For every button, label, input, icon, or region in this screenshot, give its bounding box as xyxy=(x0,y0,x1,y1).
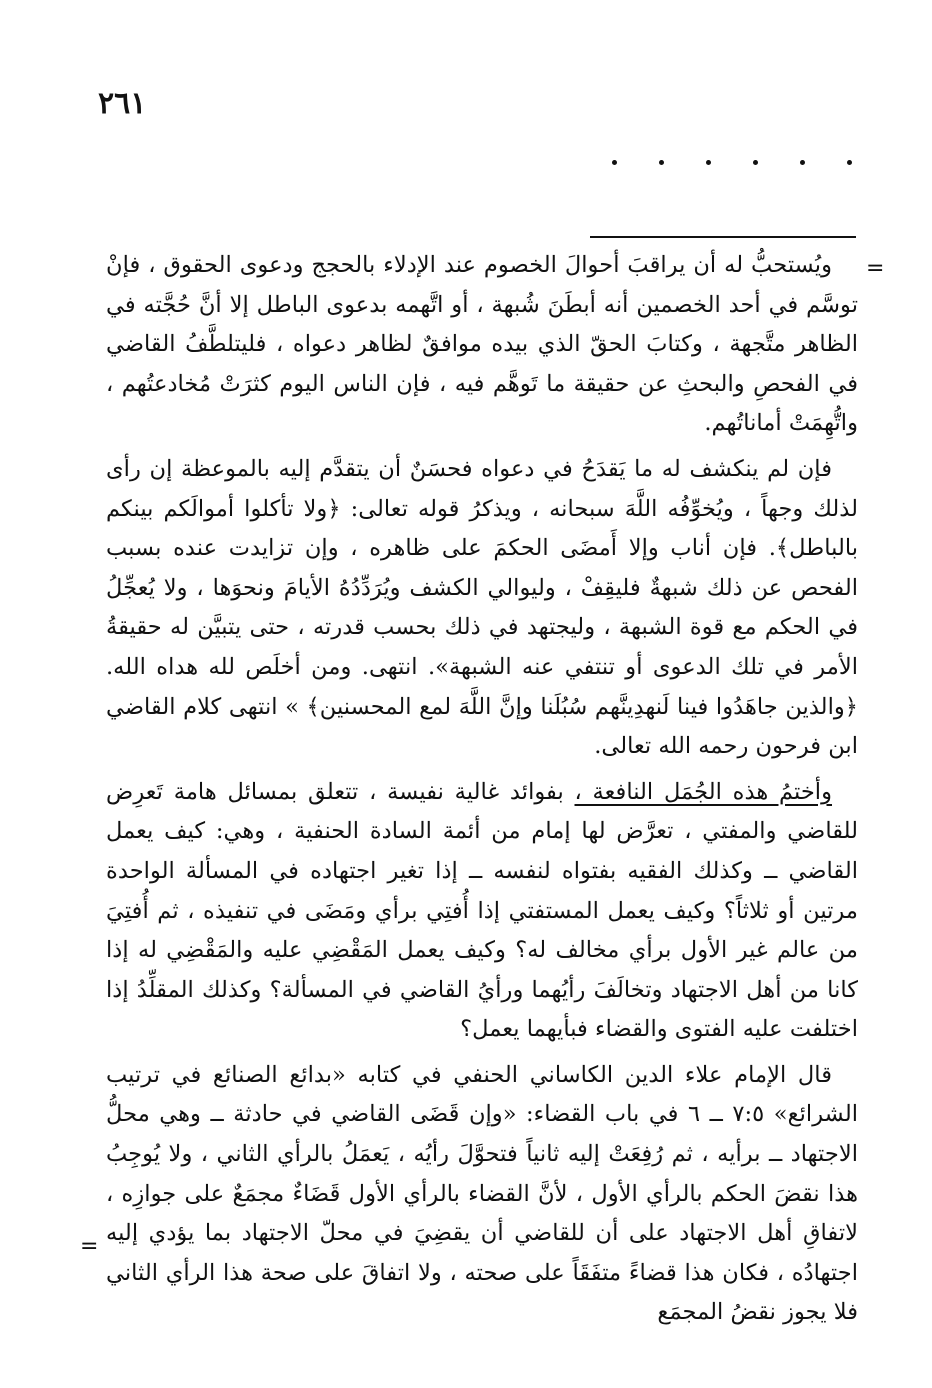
dot xyxy=(612,160,617,165)
paragraph: ويُستحبُّ له أن يراقبَ أحوالَ الخصوم عند الإدلاء بالحجج ودعوى الحقوق ، فإنْ توسَّم في أحد الخصمين أنه أبطَنَ شُبهة ، أو اتَّهمه بدعوى الباطل إلا أنَّ حُجَّته في الظاهر متَّجهة ، وكتابَ الحقّ الذي بيده موافقٌ لظاهر دعواه ، فليتلطَّفُ القاضي في الفحصِ والبحثِ عن حقيقة ما تَوهَّم فيه ، فإن الناس اليوم كثرَتْ مُخادعتُهم ، واتُّهِمَتْ أماناتُهم. xyxy=(106,252,858,437)
dot xyxy=(847,160,852,165)
paragraph: فإن لم ينكشف له ما يَقدَحُ في دعواه فحسَنٌ أن يتقدَّم إليه بالموعظة إن رأى لذلك وجهاً ، ويُخوِّفُه اللَّهَ سبحانه ، ويذكرُ قوله تعالى: ﴿ولا تأكلوا أموالَكم بينكم بالباطل﴾. فإن أناب وإلا أَمضَى الحكمَ على ظاهره ، وإن تزايدت عنده بسبب الفحص عن ذلك شبهةٌ فليقِفْ ، وليوالي الكشف ويُرَدِّدُهُ الأيامَ ونحوَها ، ولا يُعجِّلُ في الحكم مع قوة الشبهة ، وليجتهد في ذلك بحسب قدرته ، حتى يتبيَّن له حقيقةُ الأمر في تلك الدعوى أو تنتفي عنه الشبهة». انتهى. ومن أخلَص لله هداه الله. ﴿والذين جاهَدُوا فينا لَنهدِينَّهم سُبُلَنا وإنَّ اللَّهَ لمع المحسنين﴾ » انتهى كلام القاضي ابن فرحون رحمه الله تعالى. xyxy=(106,455,858,760)
footnote-separator-rule xyxy=(590,236,856,238)
continuation-mark-top: = xyxy=(866,256,885,281)
ellipsis-dots xyxy=(612,160,852,165)
page-number: ٢٦١ xyxy=(98,86,147,121)
paragraph: قال الإمام علاء الدين الكاساني الحنفي في كتابه «بدائع الصنائع في ترتيب الشرائع» ٧:٥ ــ ٦ في باب القضاء: «وإن قَضَى القاضي في حادثة ــ وهي محلُّ الاجتهاد ــ برأيه ، ثم رُفِعَتْ إليه ثانياً فتحوَّلَ رأيُه ، يَعمَلُ بالرأي الثاني ، ولا يُوجِبُ هذا نقضَ الحكم بالرأي الأول ، لأنَّ القضاء بالرأي الأول قَضَاءٌ مجمَعٌ على جوازِه ، لاتفاقِ أهل الاجتهاد على أن للقاضي أن يقضِيَ في محلّ الاجتهاد بما يؤدي إليه اجتهادُه ، فكان هذا قضاءً متفَقَاً على صحته ، ولا اتفاقَ على صحة هذا الرأي الثاني فلا يجوز نقضُ المجمَع xyxy=(106,1061,858,1326)
dot xyxy=(800,160,805,165)
dot xyxy=(706,160,711,165)
dot xyxy=(753,160,758,165)
dot xyxy=(659,160,664,165)
continuation-mark-bottom: = xyxy=(80,1234,99,1259)
paragraph-text: بفوائد غالية نفيسة ، تتعلق بمسائل هامة تَعرِض للقاضي والمفتي ، تعرَّض لها إمام من أئمة السادة الحنفية ، وهي: كيف يعمل القاضي ــ وكذلك الفقيه بفتواه لنفسه ــ إذا تغير اجتهاده في المسألة الواحدة مرتين أو ثلاثاً؟ وكيف يعمل المستفتي إذا أُفتِي برأي ومَضَى في تنفيذه ، ثم أُفتِيَ من عالم غير الأول برأي مخالف له؟ وكيف يعمل المَقْضِي عليه والمَقْضِي له إذا كانا من أهل الاجتهاد وتخالَفَ رأيُهما ورأيُ القاضي في المسألة؟ وكذلك المقلِّدُ إذا اختلفت عليه الفتوى والقضاء فبأيهما يعمل؟ xyxy=(106,778,858,1043)
underlined-lead: وأختمُ هذه الجُمَل النافعة ، xyxy=(574,778,832,805)
body-text xyxy=(106,246,858,1339)
paragraph xyxy=(106,773,858,1050)
